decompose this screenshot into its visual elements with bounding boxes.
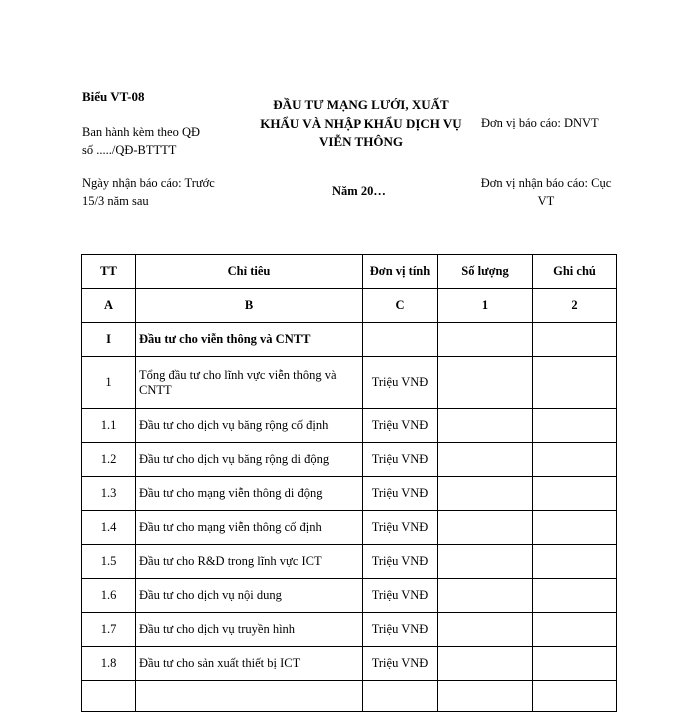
code-b: B	[136, 289, 363, 323]
form-code: Biểu VT-08	[82, 89, 145, 104]
row-unit: Triệu VNĐ	[363, 613, 438, 647]
row-number: 1.6	[82, 579, 136, 613]
row-indicator-cutoff	[136, 681, 363, 712]
row-quantity-cell[interactable]	[438, 579, 533, 613]
row-note-cell[interactable]	[533, 477, 617, 511]
row-note-cell[interactable]	[533, 579, 617, 613]
section-row	[82, 323, 617, 357]
row-indicator: Đầu tư cho dịch vụ băng rộng di động	[136, 443, 363, 477]
row-unit: Triệu VNĐ	[363, 409, 438, 443]
receiving-unit	[466, 174, 626, 210]
row-indicator: Tổng đầu tư cho lĩnh vực viễn thông và CNTT	[136, 357, 363, 409]
table-row	[82, 579, 617, 613]
table-row	[82, 443, 617, 477]
row-indicator: Đầu tư cho mạng viễn thông di động	[136, 477, 363, 511]
receive-date-line-1: Ngày nhận báo cáo: Trước	[82, 176, 215, 190]
row-quantity-cutoff[interactable]	[438, 681, 533, 712]
row-quantity-cell[interactable]	[438, 511, 533, 545]
row-number: 1.8	[82, 647, 136, 681]
receiving-unit-line-1: Đơn vị nhận báo cáo: Cục	[480, 176, 612, 190]
column-code-row	[82, 289, 617, 323]
row-unit: Triệu VNĐ	[363, 477, 438, 511]
row-unit: Triệu VNĐ	[363, 443, 438, 477]
receive-date	[82, 174, 242, 210]
table-row	[82, 545, 617, 579]
code-2: 2	[533, 289, 617, 323]
row-note-cutoff[interactable]	[533, 681, 617, 712]
section-number: I	[82, 323, 136, 357]
code-c: C	[363, 289, 438, 323]
row-note-cell[interactable]	[533, 647, 617, 681]
row-number: 1.3	[82, 477, 136, 511]
row-indicator: Đầu tư cho sản xuất thiết bị ICT	[136, 647, 363, 681]
row-quantity-cell[interactable]	[438, 357, 533, 409]
row-note-cell[interactable]	[533, 443, 617, 477]
table-row	[82, 511, 617, 545]
row-unit: Triệu VNĐ	[363, 579, 438, 613]
row-unit: Triệu VNĐ	[363, 357, 438, 409]
row-number: 1.7	[82, 613, 136, 647]
col-header-indicator: Chỉ tiêu	[136, 255, 363, 289]
table-row	[82, 357, 617, 409]
code-a: A	[82, 289, 136, 323]
row-quantity-cell[interactable]	[438, 443, 533, 477]
row-indicator: Đầu tư cho dịch vụ truyền hình	[136, 613, 363, 647]
row-unit: Triệu VNĐ	[363, 647, 438, 681]
row-quantity-cell[interactable]	[438, 545, 533, 579]
report-title	[248, 96, 474, 152]
row-number: 1.4	[82, 511, 136, 545]
receive-date-line-2: 15/3 năm sau	[82, 194, 149, 208]
report-year: Năm 20…	[332, 184, 386, 198]
row-number-cutoff	[82, 681, 136, 712]
row-indicator: Đầu tư cho mạng viễn thông cố định	[136, 511, 363, 545]
issued-by-decision	[82, 123, 242, 159]
col-header-quantity: Số lượng	[438, 255, 533, 289]
section-quantity-cell[interactable]	[438, 323, 533, 357]
row-note-cell[interactable]	[533, 545, 617, 579]
row-unit: Triệu VNĐ	[363, 545, 438, 579]
reporting-unit: Đơn vị báo cáo: DNVT	[481, 116, 599, 130]
table-row	[82, 477, 617, 511]
row-note-cell[interactable]	[533, 357, 617, 409]
receiving-unit-line-2: VT	[537, 194, 555, 208]
col-header-unit: Đơn vị tính	[363, 255, 438, 289]
row-indicator: Đầu tư cho dịch vụ băng rộng cố định	[136, 409, 363, 443]
row-note-cell[interactable]	[533, 511, 617, 545]
row-number: 1.2	[82, 443, 136, 477]
row-number: 1.1	[82, 409, 136, 443]
section-note-cell[interactable]	[533, 323, 617, 357]
title-line-1: ĐẦU TƯ MẠNG LƯỚI, XUẤT	[273, 97, 449, 112]
table-row	[82, 409, 617, 443]
table-row	[82, 613, 617, 647]
table-row-cutoff	[82, 681, 617, 712]
table-row	[82, 647, 617, 681]
section-unit-cell	[363, 323, 438, 357]
issued-line-2: số ...../QĐ-BTTTT	[82, 143, 177, 157]
row-note-cell[interactable]	[533, 409, 617, 443]
issued-line-1: Ban hành kèm theo QĐ	[82, 125, 201, 139]
col-header-tt: TT	[82, 255, 136, 289]
row-quantity-cell[interactable]	[438, 477, 533, 511]
row-quantity-cell[interactable]	[438, 613, 533, 647]
row-indicator: Đầu tư cho R&D trong lĩnh vực ICT	[136, 545, 363, 579]
row-number: 1	[82, 357, 136, 409]
title-line-3: VIỄN THÔNG	[319, 134, 403, 149]
investment-table	[81, 254, 617, 712]
row-number: 1.5	[82, 545, 136, 579]
title-line-2: KHẨU VÀ NHẬP KHẨU DỊCH VỤ	[260, 115, 462, 131]
code-1: 1	[438, 289, 533, 323]
row-unit-cutoff	[363, 681, 438, 712]
row-quantity-cell[interactable]	[438, 647, 533, 681]
col-header-note: Ghi chú	[533, 255, 617, 289]
row-quantity-cell[interactable]	[438, 409, 533, 443]
row-unit: Triệu VNĐ	[363, 511, 438, 545]
row-indicator: Đầu tư cho dịch vụ nội dung	[136, 579, 363, 613]
section-label: Đầu tư cho viễn thông và CNTT	[136, 323, 363, 357]
row-note-cell[interactable]	[533, 613, 617, 647]
